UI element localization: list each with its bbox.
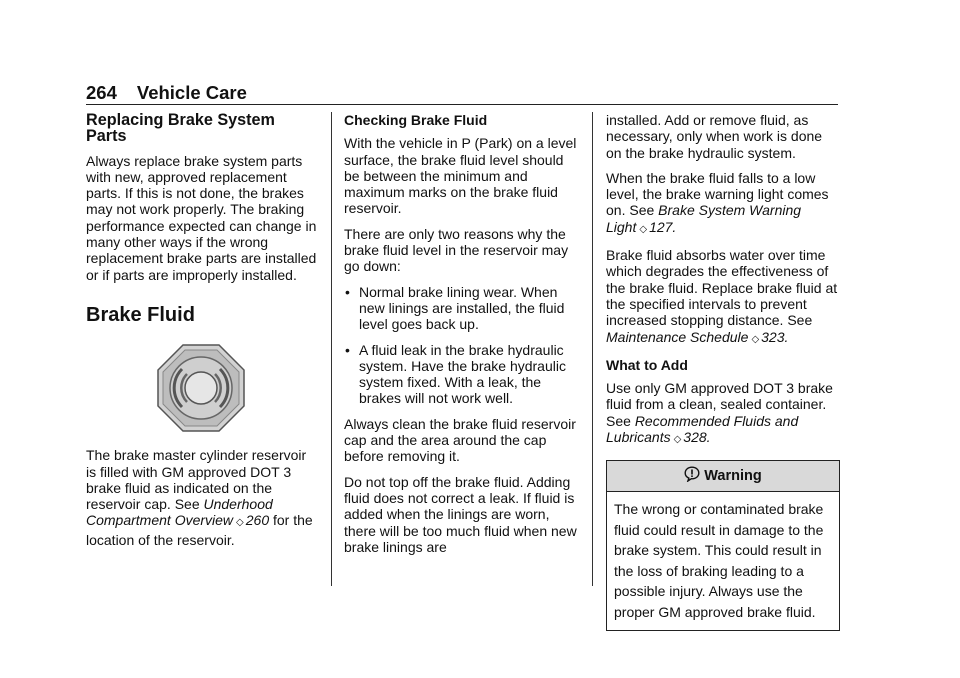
what-to-add-paragraph: Use only GM approved DOT 3 brake fluid from a clean, sealed container. See Recommended Fluids and Lubricants ◇ 328. xyxy=(606,380,833,446)
warning-header xyxy=(607,461,839,492)
low-level-paragraph: When the brake fluid falls to a low level, the brake warning light comes on. See Brake System Warning Light ◇ 127. xyxy=(606,169,829,235)
bullet-text: Normal brake lining wear. When new linings are installed, the fluid level goes back up. xyxy=(359,283,565,333)
replacing-parts-heading: Replacing Brake System Parts xyxy=(86,111,275,146)
header-rule xyxy=(86,104,838,105)
warning-box xyxy=(606,460,840,631)
brake-warning-light-link[interactable]: Brake System Warning Light xyxy=(606,202,802,235)
bullet-marker: • xyxy=(345,283,350,300)
underhood-compartment-link[interactable]: Underhood Compartment Overview xyxy=(86,496,273,529)
column-2 xyxy=(344,112,580,564)
checking-brake-fluid-heading: Checking Brake Fluid xyxy=(344,112,488,128)
absorbs-water-paragraph: Brake fluid absorbs water over time which degrades the effectiveness of the brake fluid. Replace brake fluid at the specified intervals to prevent increased stopping distance. See Maintenance Schedule ◇ 323. xyxy=(606,247,838,345)
column-3 xyxy=(606,112,840,631)
bullet-marker: • xyxy=(345,341,350,358)
maintenance-schedule-page-ref[interactable]: 323. xyxy=(761,328,789,345)
brake-fluid-title: Brake Fluid xyxy=(86,303,195,326)
brake-fluid-reservoir-cap-icon xyxy=(156,343,246,433)
bullet-text: A fluid leak in the brake hydraulic system. Have the brake hydraulic system fixed. With a leak, the brakes will not work well. xyxy=(359,341,566,407)
checking-paragraph: With the vehicle in P (Park) on a level surface, the brake fluid level should be between the minimum and maximum marks on the brake fluid reservoir. xyxy=(344,135,577,217)
continued-paragraph: installed. Add or remove fluid, as necessary, only when work is done on the brake hydraulic system. xyxy=(606,112,823,161)
page-number: 264 xyxy=(86,82,117,103)
column-1 xyxy=(86,112,318,557)
reasons-paragraph: There are only two reasons why the brake fluid level in the reservoir may go down: xyxy=(344,225,569,275)
clean-cap-paragraph: Always clean the brake fluid reservoir cap and the area around the cap before removing it. xyxy=(344,415,576,465)
page-ref-arrow-icon: ◇ xyxy=(236,517,244,529)
recommended-fluids-link[interactable]: Recommended Fluids and Lubricants xyxy=(606,412,799,446)
replacing-parts-paragraph: Always replace brake system parts with new, approved replacement parts. If this is not done, the brakes may not work properly. The braking performance expected can change in many other ways if the wrong replacement brake parts are installed or if parts are improperly installed. xyxy=(86,152,317,283)
page-ref-arrow-icon: ◇ xyxy=(673,434,682,446)
warning-title: Warning xyxy=(704,468,762,485)
bullet-item xyxy=(344,284,580,333)
bullet-item xyxy=(344,342,580,407)
recommended-fluids-page-ref[interactable]: 328. xyxy=(683,429,711,446)
column-divider-1 xyxy=(331,112,332,586)
what-to-add-heading: What to Add xyxy=(606,356,688,373)
running-header xyxy=(86,82,247,104)
section-title: Vehicle Care xyxy=(136,82,247,103)
page-ref-arrow-icon: ◇ xyxy=(639,223,648,235)
page-ref-arrow-icon: ◇ xyxy=(751,333,760,345)
brake-warning-light-page-ref[interactable]: 127. xyxy=(649,218,677,235)
maintenance-schedule-link[interactable]: Maintenance Schedule xyxy=(606,328,749,345)
underhood-page-ref[interactable]: 260 xyxy=(245,512,270,529)
warning-text: The wrong or contaminated brake fluid could result in damage to the brake system. This could result in the loss of braking leading to a possible injury. Always use the proper GM approved brake fluid. xyxy=(614,501,824,620)
column-divider-2 xyxy=(592,112,593,586)
warning-icon xyxy=(684,463,700,493)
top-off-paragraph: Do not top off the brake fluid. Adding fluid does not correct a leak. If fluid is added when the linings are worn, there will be too much fluid when new brake linings are xyxy=(344,473,577,555)
reservoir-paragraph: The brake master cylinder reservoir is filled with GM approved DOT 3 brake fluid as indicated on the reservoir cap. See Underhood Compartment Overview ◇ 260 for the location of the reservoir. xyxy=(86,447,313,548)
